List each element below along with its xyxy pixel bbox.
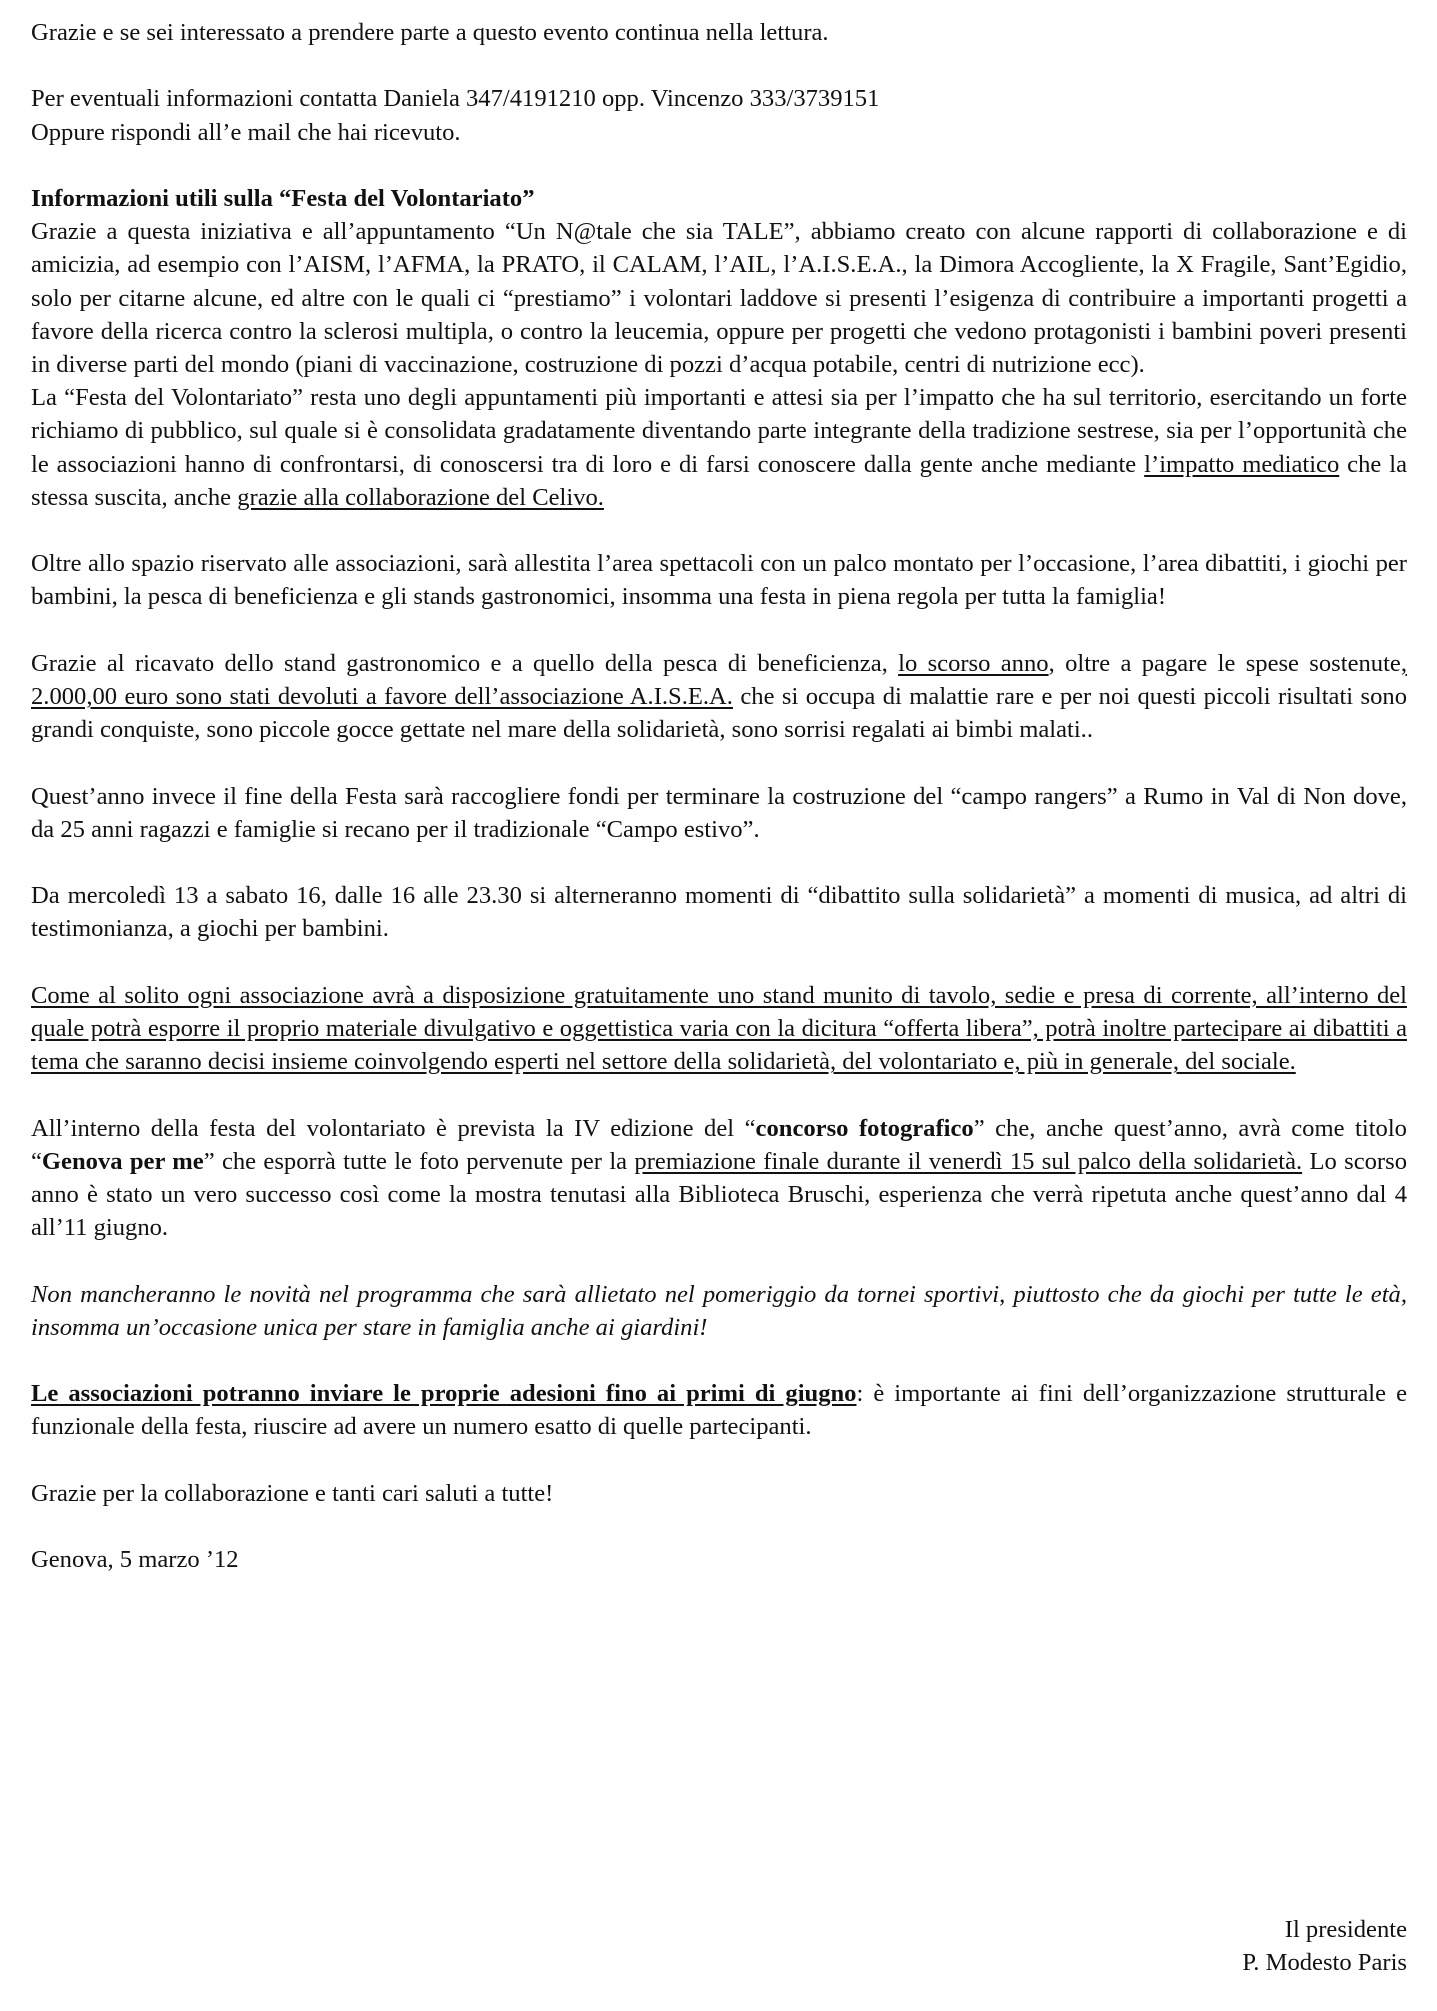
- paragraph-text: , oltre a pagare le spese sostenute: [1048, 649, 1401, 677]
- underlined-phrase: , 2.000,00 euro sono stati devoluti a favore dell’associazione A.I.S.E.A.: [31, 649, 1407, 710]
- paragraph-schedule: Da mercoledì 13 a sabato 16, dalle 16 alle 23.30 si alterneranno momenti di “dibattito sulla solidarietà” a momenti di musica, ad altri di testimonianza, a giochi per bambini.: [31, 882, 1407, 943]
- place-date: Genova, 5 marzo ’12: [31, 1546, 239, 1574]
- underlined-phrase: grazie alla collaborazione del Celivo.: [237, 483, 604, 511]
- paragraph-registration-deadline: [31, 1377, 1407, 1443]
- contact-line: Per eventuali informazioni contatta Daniela 347/4191210 opp. Vincenzo 333/3739151: [31, 85, 880, 113]
- underlined-phrase: l’impatto mediatico: [1144, 450, 1340, 478]
- closing-line: Grazie per la collaborazione e tanti cari saluti a tutte!: [31, 1479, 554, 1507]
- paragraph-text: che si occupa di malattie rare e per noi questi piccoli risultati sono grandi conquiste, sono piccole gocce gettate nel mare della solidarietà, sono sorrisi regalati ai bimbi malati..: [31, 683, 1407, 744]
- paragraph-text: ” che esporrà tutte le foto pervenute per la: [203, 1147, 635, 1175]
- paragraph-text: ” che, anche quest’anno, avrà come titolo “: [31, 1114, 1407, 1175]
- signature-block: [1242, 1913, 1407, 1979]
- underlined-phrase: lo scorso anno: [898, 649, 1049, 677]
- paragraph-text: All’interno della festa del volontariato è prevista la IV edizione del “: [31, 1114, 756, 1142]
- paragraph-program-areas: Oltre allo spazio riservato alle associazioni, sarà allestita l’area spettacoli con un palco montato per l’occasione, l’area dibattiti, i giochi per bambini, la pesca di beneficienza e gli stands gastronomici, insomma una festa in piena regola per tutta la famiglia!: [31, 550, 1407, 611]
- paragraph-text: : è importante ai fini dell’organizzazione strutturale e funzionale della festa, riuscire ad avere un numero esatto di quelle partecipanti.: [31, 1380, 1407, 1441]
- paragraph-stand-info: Come al solito ogni associazione avrà a disposizione gratuitamente uno stand munito di tavolo, sedie e presa di corrente, all’interno del quale potrà esporre il proprio materiale divulgativo e oggettistica varia con la dicitura “offerta libera”, potrà inoltre partecipare ai dibattiti a tema che saranno decisi insieme coinvolgendo esperti nel settore della solidarietà, del volontariato e, più in generale, del sociale.: [31, 981, 1407, 1076]
- signature-name: P. Modesto Paris: [1242, 1949, 1407, 1977]
- signature-role: Il presidente: [1284, 1916, 1407, 1943]
- paragraph-text: Grazie al ricavato dello stand gastronomico e a quello della pesca di beneficienza,: [31, 649, 899, 677]
- contact-reply-line: Oppure rispondi all’e mail che hai ricevuto.: [31, 118, 461, 146]
- paragraph-festa-importance: [31, 381, 1407, 514]
- paragraph-novelties: Non mancheranno le novità nel programma che sarà allietato nel pomeriggio da tornei sportivi, piuttosto che da giochi per tutte le età, insomma un’occasione unica per stare in famiglia anche ai giardini!: [31, 1280, 1407, 1341]
- bold-phrase: Genova per me: [41, 1147, 204, 1175]
- paragraph-fundraising-goal: Quest’anno invece il fine della Festa sarà raccogliere fondi per terminare la costruzione del “campo rangers” a Rumo in Val di Non dove, da 25 anni ragazzi e famiglie si recano per il tradizionale “Campo estivo”.: [31, 782, 1407, 843]
- paragraph-last-year-results: [31, 647, 1407, 747]
- paragraph-collaborations: Grazie a questa iniziativa e all’appuntamento “Un N@tale che sia TALE”, abbiamo creato con alcune rapporti di collaborazione e di amicizia, ad esempio con l’AISM, l’AFMA, la PRATO, il CALAM, l’AIL, l’A.I.S.E.A., la Dimora Accogliente, la X Fragile, Sant’Egidio, solo per citarne alcune, ed altre con le quali ci “prestiamo” i volontari laddove si presenti l’esigenza di contribuire a importanti progetti a favore della ricerca contro la sclerosi multipla, o contro la leucemia, oppure per progetti che vedono protagonisti i bambini poveri presenti in diverse parti del mondo (piani di vaccinazione, costruzione di pozzi d’acqua potabile, centri di nutrizione ecc).: [31, 218, 1407, 378]
- paragraph-text: Lo scorso anno è stato un vero successo così come la mostra tenutasi alla Biblioteca Bruschi, esperienza che verrà ripetuta anche quest’anno dal 4 all’11 giugno.: [31, 1147, 1407, 1242]
- paragraph-photo-contest: [31, 1112, 1407, 1245]
- intro-line: Grazie e se sei interessato a prendere parte a questo evento continua nella lettura.: [31, 19, 829, 46]
- bold-phrase: concorso fotografico: [755, 1114, 974, 1142]
- underlined-phrase: premiazione finale durante il venerdì 15 sul palco della solidarietà.: [634, 1147, 1303, 1175]
- paragraph-text: La “Festa del Volontariato” resta uno degli appuntamenti più importanti e attesi sia per l’impatto che ha sul territorio, esercitando un forte richiamo di pubblico, sul quale si è consolidata gradatamente diventando parte integrante della tradizione sestrese, sia per l’opportunità che le associazioni hanno di confrontarsi, di conoscersi tra di loro e di farsi conoscere dalla gente anche mediante: [31, 384, 1407, 478]
- paragraph-text: che la stessa suscita, anche: [31, 450, 1407, 511]
- bold-underlined-phrase: Le associazioni potranno inviare le proprie adesioni fino ai primi di giugno: [31, 1380, 857, 1408]
- section-heading: Informazioni utili sulla “Festa del Volontariato”: [31, 184, 535, 212]
- letter-body: [31, 16, 1407, 1576]
